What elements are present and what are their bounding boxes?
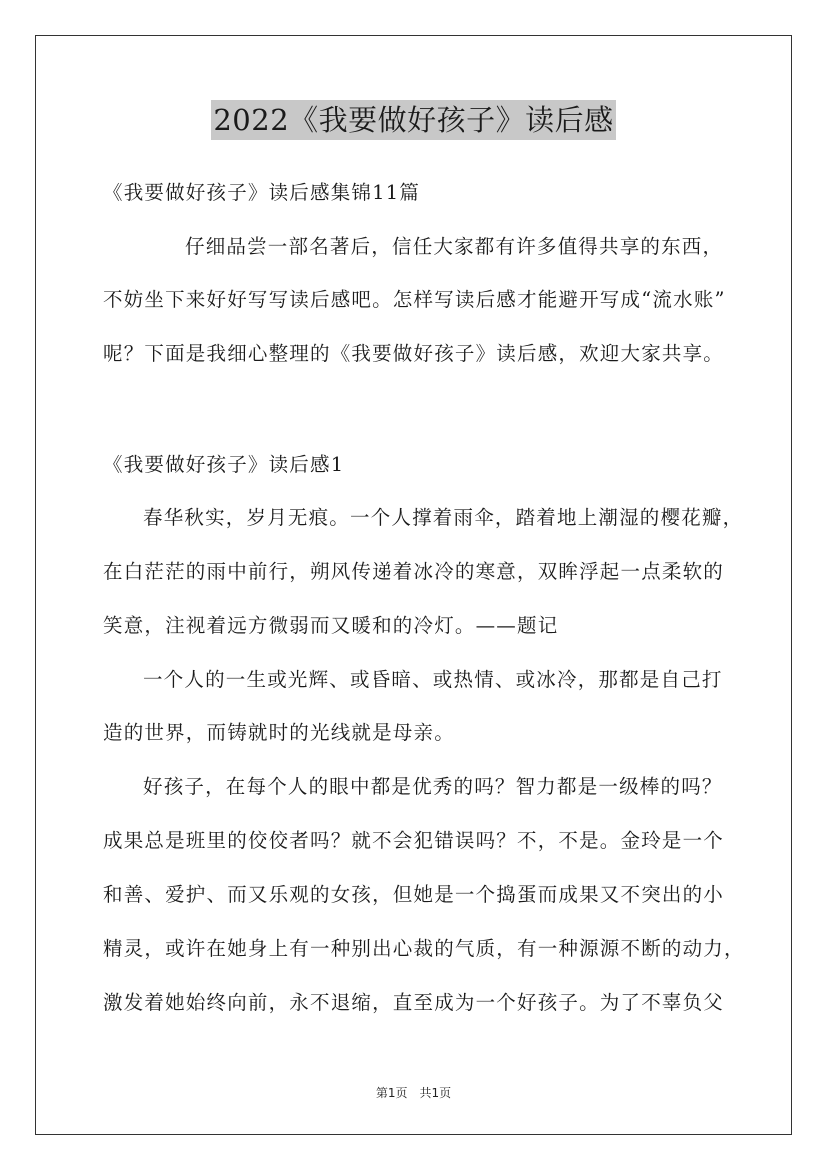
document-subtitle: 《我要做好孩子》读后感集锦11篇 — [103, 181, 421, 204]
paragraph3-line-3: 和善、爱护、而又乐观的女孩，但她是一个捣蛋而成果又不突出的小 — [103, 883, 725, 906]
paragraph3-line-4: 精灵，或许在她身上有一种别出心裁的气质，有一种源源不断的动力， — [103, 937, 745, 960]
intro-line-2: 不妨坐下来好好写写读后感吧。怎样写读后感才能避开写成“流水账” — [103, 288, 726, 311]
paragraph2-line-2: 造的世界，而铸就时的光线就是母亲。 — [103, 721, 455, 744]
paragraph1-line-1: 春华秋实，岁月无痕。一个人撑着雨伞，踏着地上潮湿的樱花瓣， — [143, 506, 744, 529]
paragraph3-line-2: 成果总是班里的佼佼者吗？就不会犯错误吗？不，不是。金玲是一个 — [103, 829, 725, 852]
paragraph1-line-3: 笑意，注视着远方微弱而又暖和的冷灯。——题记 — [103, 614, 559, 637]
paragraph3-line-1: 好孩子，在每个人的眼中都是优秀的吗？智力都是一级棒的吗？ — [143, 775, 723, 798]
title-wrapper — [0, 100, 827, 140]
paragraph3-line-5: 激发着她始终向前，永不退缩，直至成为一个好孩子。为了不辜负父 — [103, 991, 725, 1014]
paragraph2-line-1: 一个人的一生或光辉、或昏暗、或热情、或冰冷，那都是自己打 — [143, 668, 723, 691]
section-heading: 《我要做好孩子》读后感1 — [103, 453, 345, 476]
page-number-label: 第1页 共1页 — [375, 1086, 452, 1100]
intro-line-3: 呢？下面是我细心整理的《我要做好孩子》读后感，欢迎大家共享。 — [103, 342, 725, 365]
intro-line-1: 仔细品尝一部名著后，信任大家都有许多值得共享的东西， — [185, 235, 724, 258]
document-title: 2022《我要做好孩子》读后感 — [211, 100, 615, 140]
paragraph1-line-2: 在白茫茫的雨中前行，朔风传递着冰冷的寒意，双眸浮起一点柔软的 — [103, 560, 725, 583]
page-footer — [0, 1084, 827, 1102]
